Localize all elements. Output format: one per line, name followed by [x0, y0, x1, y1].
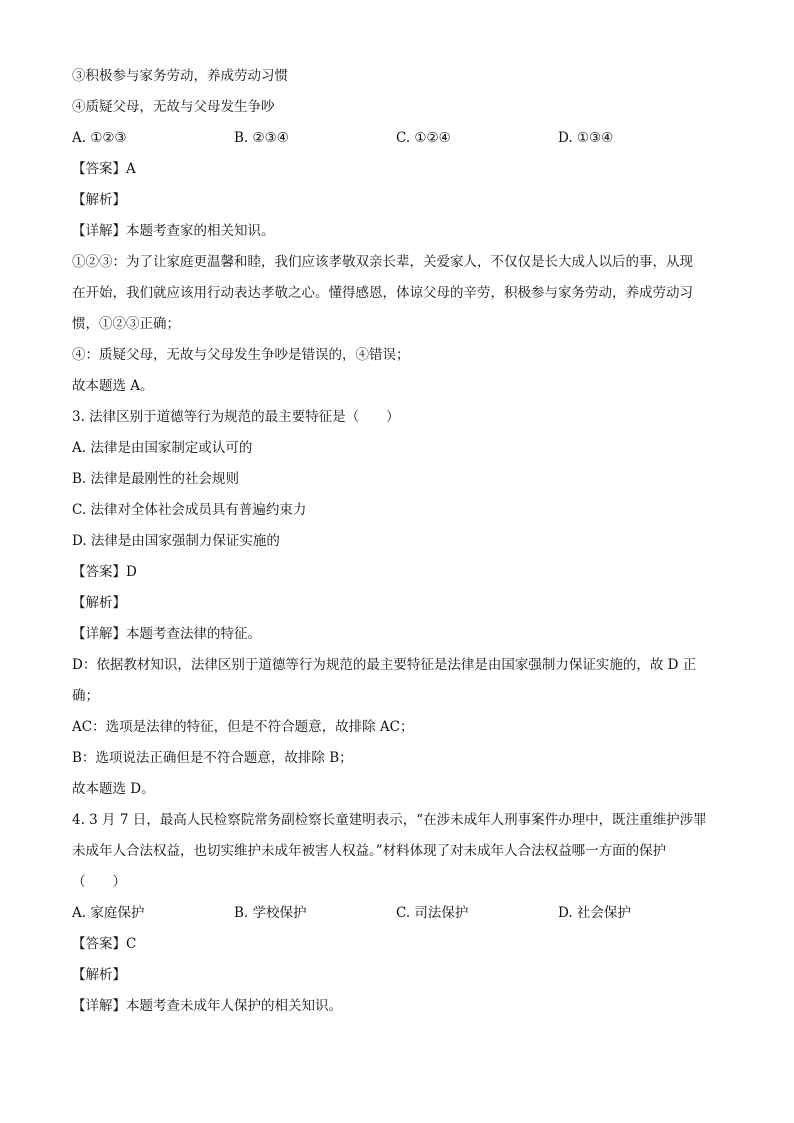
q3-detail-intro: 【详解】本题考查法律的特征。 — [72, 626, 261, 642]
q3-analysis-heading: 【解析】 — [72, 595, 126, 611]
q2-option-4: ④质疑父母，无故与父母发生争吵 — [72, 99, 275, 115]
q4-choices — [72, 903, 732, 923]
q4-stem-line-2: 未成年人合法权益，也切实维护未成年被害人权益。”材料体现了对未成年人合法权益哪一方面的保护 — [72, 843, 667, 859]
q2-choice-c: C. ①②④ — [396, 130, 451, 146]
q3-stem: 3. 法律区别于道德等行为规范的最主要特征是（ ） — [72, 409, 400, 425]
q4-answer: 【答案】C — [72, 936, 137, 952]
q4-choice-c: C. 司法保护 — [396, 905, 469, 921]
q4-analysis-heading: 【解析】 — [72, 967, 126, 983]
document-page — [72, 66, 732, 1027]
q2-detail-line-3: 惯，①②③正确； — [72, 316, 180, 332]
q4-choice-a: A. 家庭保护 — [72, 905, 145, 921]
q3-choice-a: A. 法律是由国家制定或认可的 — [72, 440, 253, 456]
q2-conclusion: 故本题选 A。 — [72, 378, 154, 394]
q4-detail-intro: 【详解】本题考查未成年人保护的相关知识。 — [72, 998, 342, 1014]
q2-answer: 【答案】A — [72, 161, 136, 177]
q2-detail-line-2: 在开始，我们就应该用行动表达孝敬之心。懂得感恩，体谅父母的辛劳，积极参与家务劳动，养成劳动习 — [72, 285, 693, 301]
q2-detail-intro: 【详解】本题考查家的相关知识。 — [72, 223, 275, 239]
q3-choice-c: C. 法律对全体社会成员具有普遍约束力 — [72, 502, 307, 518]
q2-option-3: ③积极参与家务劳动，养成劳动习惯 — [72, 68, 288, 84]
q2-choice-a: A. ①②③ — [72, 130, 127, 146]
q2-choice-b: B. ②③④ — [234, 130, 289, 146]
q4-choice-b: B. 学校保护 — [234, 905, 307, 921]
q3-conclusion: 故本题选 D。 — [72, 781, 155, 797]
q4-choice-d: D. 社会保护 — [558, 905, 631, 921]
q4-stem-line-1: 4. 3 月 7 日，最高人民检察院常务副检察长童建明表示，“在涉未成年人刑事案件办理中，既注重维护涉罪 — [72, 812, 707, 828]
q3-detail-line-1: D：依据教材知识，法律区别于道德等行为规范的最主要特征是法律是由国家强制力保证实施的，故 D 正 — [72, 657, 697, 673]
q3-choice-b: B. 法律是最刚性的社会规则 — [72, 471, 240, 487]
q4-stem-line-3: （ ） — [72, 874, 126, 890]
q2-analysis-heading: 【解析】 — [72, 192, 126, 208]
q2-choice-d: D. ①③④ — [558, 130, 614, 146]
q3-choice-d: D. 法律是由国家强制力保证实施的 — [72, 533, 280, 549]
q3-detail-line-4: B：选项说法正确但是不符合题意，故排除 B； — [72, 750, 353, 766]
q2-detail-line-4: ④：质疑父母，无故与父母发生争吵是错误的，④错误； — [72, 347, 410, 363]
q3-detail-line-2: 确； — [72, 688, 99, 704]
q2-detail-line-1: ①②③：为了让家庭更温馨和睦，我们应该孝敬双亲长辈，关爱家人，不仅仅是长大成人以后的事，从现 — [72, 254, 693, 270]
q3-answer: 【答案】D — [72, 564, 137, 580]
q3-detail-line-3: AC：选项是法律的特征，但是不符合题意，故排除 AC； — [72, 719, 414, 735]
q2-choices — [72, 128, 732, 148]
